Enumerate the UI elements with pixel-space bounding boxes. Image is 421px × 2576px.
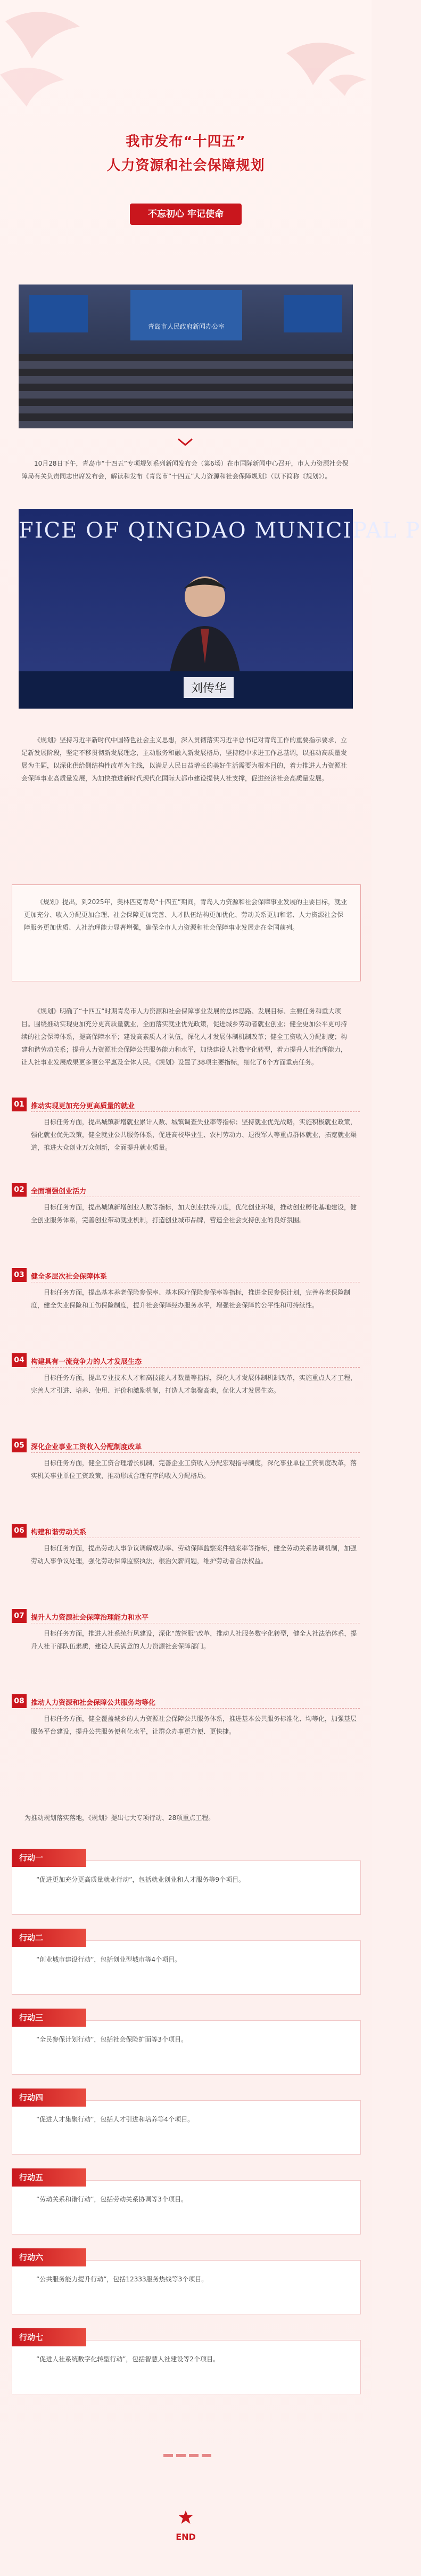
chevron-down-icon — [177, 438, 193, 446]
section-title: 推动实现更加充分更高质量的就业 — [31, 1102, 135, 1110]
side-screen-right — [284, 295, 342, 332]
header — [0, 0, 372, 256]
section-number: 05 — [12, 1439, 27, 1452]
section-item — [12, 1609, 360, 1689]
section-text: 目标任务方面，提出专业技术人才和高技能人才数量等指标，深化人才发展体制机制改革，实施重点人才工程，完善人才引进、培养、使用、评价和激励机制，打造人才集聚高地，优化人才发展生态。 — [31, 1374, 357, 1394]
page-title-line1: 我市发布“十四五” — [126, 134, 246, 150]
goals-card — [12, 884, 361, 981]
action-text: “全民参保计划行动”，包括社会保险扩面等3个项目。 — [36, 2036, 188, 2043]
tasks-card — [12, 1002, 360, 1092]
section-item — [12, 1268, 360, 1348]
section-number: 04 — [12, 1353, 27, 1367]
goals-paragraph: 《规划》提出，到2025年，奥林匹克青岛“十四五”期间，青岛人力资源和社会保障事业发展的主要目标，就业更加充分、收入分配更加合理、社会保障更加完善、人才队伍结构更加优化、劳动关系更加和谐、人力资源社会保障服务更加优质、人社治理能力显著增强，确保全市人力资源和社会保障事业发展走在全国前列。 — [24, 898, 347, 931]
section-item — [12, 1524, 360, 1604]
section-text: 目标任务方面，提出城镇新增就业累计人数、城镇调查失业率等指标；坚持就业优先战略，实施积极就业政策，强化就业优先政策，健全就业公共服务体系，促进高校毕业生、农村劳动力、退役军人等重点群体就业，拓宽就业渠道，推进大众创业万众创新，全面提升就业质量。 — [31, 1118, 357, 1151]
section-text: 目标任务方面，提出城镇新增创业人数等指标，加大创业扶持力度，优化创业环境，推动创业孵化基地建设，健全创业服务体系，完善创业带动就业机制，打造创业城市品牌，营造全社会支持创业的良好氛围。 — [31, 1204, 357, 1224]
action-box — [12, 2020, 361, 2075]
action-text: “劳动关系和谐行动”，包括劳动关系协调等3个项目。 — [36, 2196, 188, 2203]
end-mark: END — [176, 2532, 196, 2542]
stage-caption: 青岛市人民政府新闻办公室 — [147, 323, 225, 330]
action-text: “促进更加充分更高质量就业行动”，包括就业创业和人才服务等9个项目。 — [36, 1876, 245, 1883]
dove-decoration-icon — [0, 0, 117, 123]
intro-paragraph: 10月28日下午，青岛市“十四五”专项规划系列新闻发布会（第6场）在市国际新闻中心召开，市人力资源社会保障局有关负责同志出席发布会，解读和发布《青岛市“十四五”人力资源和社会保障规划》（以下简称《规划》）。 — [21, 460, 349, 480]
action-box — [12, 2260, 361, 2314]
section-item — [12, 1439, 360, 1518]
section-text: 目标任务方面，健全工资合理增长机制，完善企业工资收入分配宏观指导制度，深化事业单位工资制度改革，落实机关事业单位工资政策，推动形成合理有序的收入分配格局。 — [31, 1459, 357, 1480]
audience-rows — [19, 354, 353, 428]
speaker-nameplate: 刘传华 — [184, 677, 234, 698]
action-label: 行动六 — [12, 2248, 86, 2266]
speaker-photo — [19, 509, 421, 709]
section-title: 构建具有一流竞争力的人才发展生态 — [31, 1358, 142, 1366]
section-number: 03 — [12, 1268, 27, 1282]
section-title: 深化企业事业工资收入分配制度改革 — [31, 1443, 142, 1451]
actions-summary: 为推动规划落实落地，《规划》提出七大专项行动、28项重点工程。 — [24, 1814, 215, 1822]
action-box — [12, 2100, 361, 2155]
section-number: 02 — [12, 1183, 27, 1197]
divider-dots — [162, 2449, 213, 2459]
action-card — [12, 2248, 360, 2327]
section-divider — [31, 1111, 360, 1112]
page-title-line2: 人力资源和社会保障规划 — [106, 158, 265, 174]
section-divider — [31, 1367, 360, 1368]
section-number: 06 — [12, 1524, 27, 1538]
action-text: “公共服务能力提升行动”，包括12333服务热线等3个项目。 — [36, 2276, 208, 2283]
action-label: 行动四 — [12, 2089, 86, 2107]
action-text: “促进人才集聚行动”，包括人才引进和培养等4个项目。 — [36, 2116, 194, 2123]
section-item — [12, 1098, 360, 1177]
action-box — [12, 2340, 361, 2394]
action-label: 行动三 — [12, 2009, 86, 2027]
section-divider — [31, 1452, 360, 1453]
section-title: 提升人力资源社会保障治理能力和水平 — [31, 1614, 149, 1622]
backdrop-banner: FICE OF QINGDAO MUNICIPAL P — [19, 518, 421, 543]
section-text: 目标任务方面，提出基本养老保险参保率、基本医疗保险参保率等指标，推进全民参保计划，完善养老保险制度，健全失业保险和工伤保险制度，提升社会保障经办服务水平，增强社会保障的公平性和可持续性。 — [31, 1289, 351, 1309]
dove-decoration-icon — [265, 21, 372, 107]
section-title: 健全多层次社会保障体系 — [31, 1273, 108, 1281]
action-card — [12, 2089, 360, 2167]
section-text: 目标任务方面，健全覆盖城乡的人力资源社会保障公共服务体系，推进基本公共服务标准化、均等化，加强基层服务平台建设，提升公共服务便利化水平，让群众办事更方便、更快捷。 — [31, 1715, 357, 1735]
section-number: 01 — [12, 1098, 27, 1111]
section-number: 07 — [12, 1609, 27, 1623]
press-conference-photo — [19, 285, 353, 428]
tasks-paragraph: 《规划》明确了“十四五”时期青岛市人力资源和社会保障事业发展的总体思路、发展目标、主要任务和重大项目。围绕推动实现更加充分更高质量就业，全面落实就业优先政策，促进城乡劳动者就业创业；健全更加公平更可持续的社会保障体系，提高保障水平；建设高素质人才队伍，深化人才发展体制机制改革；健全工资收入分配制度；构建和谐劳动关系；提升人力资源社会保障公共服务能力和水平，加快建设人社数字化转型，着力提升人社治理能力，让人社事业发展成果更多更公平惠及全体人民。《规划》设置了38项主要指标，细化了6个方面重点任务。 — [21, 1007, 348, 1066]
star-icon — [178, 2509, 194, 2525]
section-text: 目标任务方面，推进人社系统行风建设，深化“放管服”改革，推动人社服务数字化转型，健全人社法治体系，提升人社干部队伍素质，建设人民满意的人力资源社会保障部门。 — [31, 1630, 357, 1650]
action-card — [12, 1849, 360, 1928]
section-item — [12, 1183, 360, 1263]
action-text: “促进人社系统数字化转型行动”，包括智慧人社建设等2个项目。 — [36, 2355, 220, 2363]
guideline-card — [12, 727, 360, 831]
action-label: 行动七 — [12, 2328, 86, 2346]
section-divider — [31, 1708, 360, 1709]
action-label: 行动二 — [12, 1929, 86, 1947]
action-box — [12, 1860, 361, 1915]
side-screen-left — [29, 295, 88, 332]
section-item — [12, 1694, 360, 1774]
section-number: 08 — [12, 1694, 27, 1708]
section-title: 全面增强创业活力 — [31, 1188, 87, 1196]
section-title: 构建和谐劳动关系 — [31, 1529, 87, 1537]
action-card — [12, 2009, 360, 2087]
section-title: 推动人力资源和社会保障公共服务均等化 — [31, 1699, 156, 1707]
section-text: 目标任务方面，提出劳动人事争议调解成功率、劳动保障监察案件结案率等指标，健全劳动关系协调机制，加强劳动人事争议处理，强化劳动保障监察执法，根治欠薪问题，维护劳动者合法权益。 — [31, 1545, 357, 1565]
action-card — [12, 1929, 360, 2008]
action-box — [12, 2180, 361, 2234]
action-card — [12, 2168, 360, 2247]
stage-backdrop — [130, 290, 242, 340]
action-label: 行动五 — [12, 2168, 86, 2187]
guideline-paragraph: 《规划》坚持习近平新时代中国特色社会主义思想，深入贯彻落实习近平总书记对青岛工作的重要指示要求，立足新发展阶段，坚定不移贯彻新发展理念，主动服务和融入新发展格局，坚持稳中求进工作总基调，以推动高质量发展为主题，以深化供给侧结构性改革为主线，以满足人民日益增长的美好生活需要为根本目的，着力推进人力资源社会保障事业高质量发展，为加快推进新时代现代化国际大都市建设提供人社支撑，促进经济社会高质量发展。 — [21, 736, 348, 782]
section-item — [12, 1353, 360, 1433]
action-label: 行动一 — [12, 1849, 86, 1867]
action-box — [12, 1940, 361, 1995]
action-text: “创业城市建设行动”，包括创业型城市等4个项目。 — [36, 1956, 181, 1963]
action-card — [12, 2328, 360, 2407]
slogan-badge: 不忘初心 牢记使命 — [130, 204, 242, 225]
